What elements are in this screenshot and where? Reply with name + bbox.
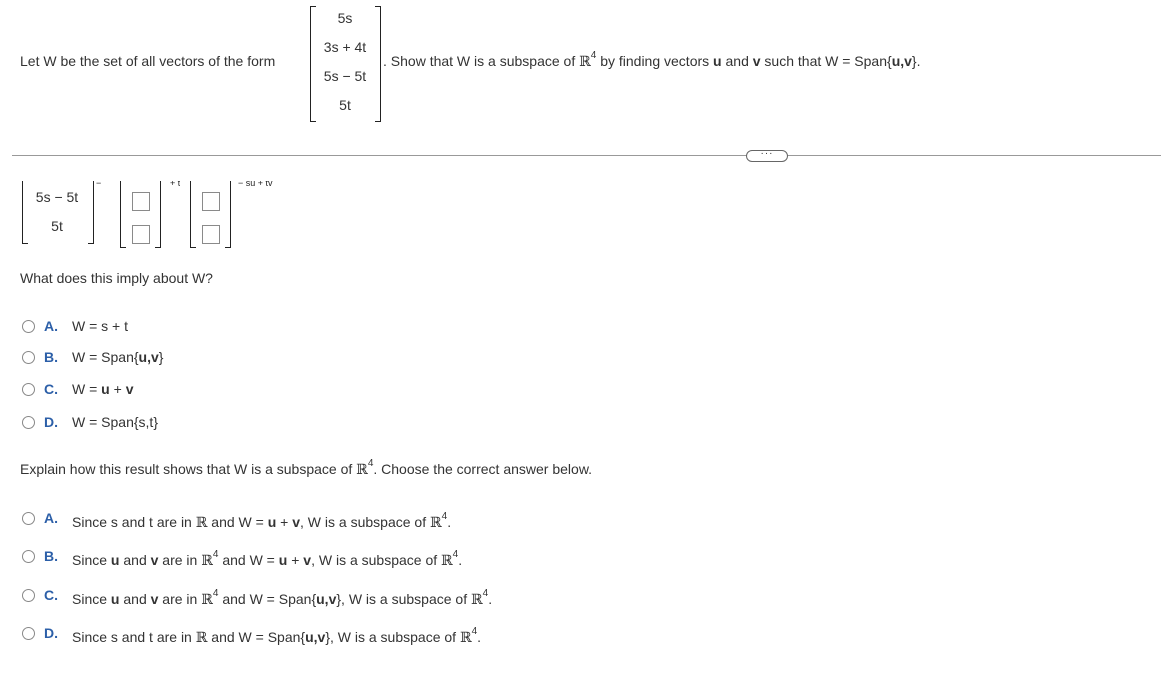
q2-radio-c[interactable]	[22, 589, 35, 602]
q1-letter-c: C.	[44, 381, 58, 397]
cutoff-text-right: − su + tv	[238, 181, 273, 187]
q1-radio-a[interactable]	[22, 320, 35, 333]
q1-prompt: What does this imply about W?	[20, 270, 213, 286]
vector-entry-4: 5t	[339, 97, 351, 113]
u-entry-3-input[interactable]	[132, 192, 150, 211]
v-entry-3-input[interactable]	[202, 192, 220, 211]
q1-letter-d: D.	[44, 414, 58, 430]
vector-entry-3: 5s − 5t	[323, 68, 367, 84]
more-button[interactable]: ···	[746, 150, 788, 162]
q1-radio-b[interactable]	[22, 351, 35, 364]
q2-letter-a: A.	[44, 510, 58, 526]
u-right-bracket	[155, 181, 161, 248]
q1-radio-d[interactable]	[22, 416, 35, 429]
cutoff-text-mid: + t	[170, 181, 181, 187]
q2-prompt: Explain how this result shows that W is a subspace of ℝ$^4$. Choose the correct answer below.	[20, 458, 593, 478]
q2-radio-b[interactable]	[22, 550, 35, 563]
v-right-bracket	[225, 181, 231, 248]
partial-entry-3: 5s − 5t	[35, 189, 79, 205]
vector-entry-2: 3s + 4t	[323, 39, 367, 55]
u-entry-4-input[interactable]	[132, 225, 150, 244]
cutoff-text-left: −	[96, 181, 102, 187]
q2-text-b: Since u and v are in ℝ$^4$ and W = u + v, W is a subspace of ℝ$^4$.	[72, 549, 463, 569]
q2-text-c: Since u and v are in ℝ$^4$ and W = Span{u,v}, W is a subspace of ℝ$^4$.	[72, 588, 493, 608]
q2-letter-d: D.	[44, 625, 58, 641]
v-entry-4-input[interactable]	[202, 225, 220, 244]
question-prefix: Let W be the set of all vectors of the form	[20, 53, 276, 69]
v-left-bracket	[190, 181, 196, 248]
q1-text-d: W = Span{s,t}	[72, 414, 158, 430]
q2-radio-d[interactable]	[22, 627, 35, 640]
q2-text-d: Since s and t are in ℝ and W = Span{u,v}, W is a subspace of ℝ$^4$.	[72, 626, 482, 646]
q1-letter-b: B.	[44, 349, 58, 365]
q1-text-c: W = u + v	[72, 381, 134, 397]
q2-letter-b: B.	[44, 548, 58, 564]
q2-text-a: Since s and t are in ℝ and W = u + v, W is a subspace of ℝ$^4$.	[72, 511, 452, 531]
q1-text-a: W = s + t	[72, 318, 129, 334]
q1-text-b: W = Span{u,v}	[72, 349, 164, 365]
q2-radio-a[interactable]	[22, 512, 35, 525]
q2-letter-c: C.	[44, 587, 58, 603]
q1-letter-a: A.	[44, 318, 58, 334]
q1-radio-c[interactable]	[22, 383, 35, 396]
question-suffix: . Show that W is a subspace of ℝ$^4$ by finding vectors u and v such that W = Span{u,v}.	[383, 50, 921, 70]
u-left-bracket	[120, 181, 126, 248]
partial-entry-4: 5t	[51, 218, 63, 234]
section-divider	[12, 155, 1161, 156]
vector-entry-1: 5s	[337, 10, 353, 26]
